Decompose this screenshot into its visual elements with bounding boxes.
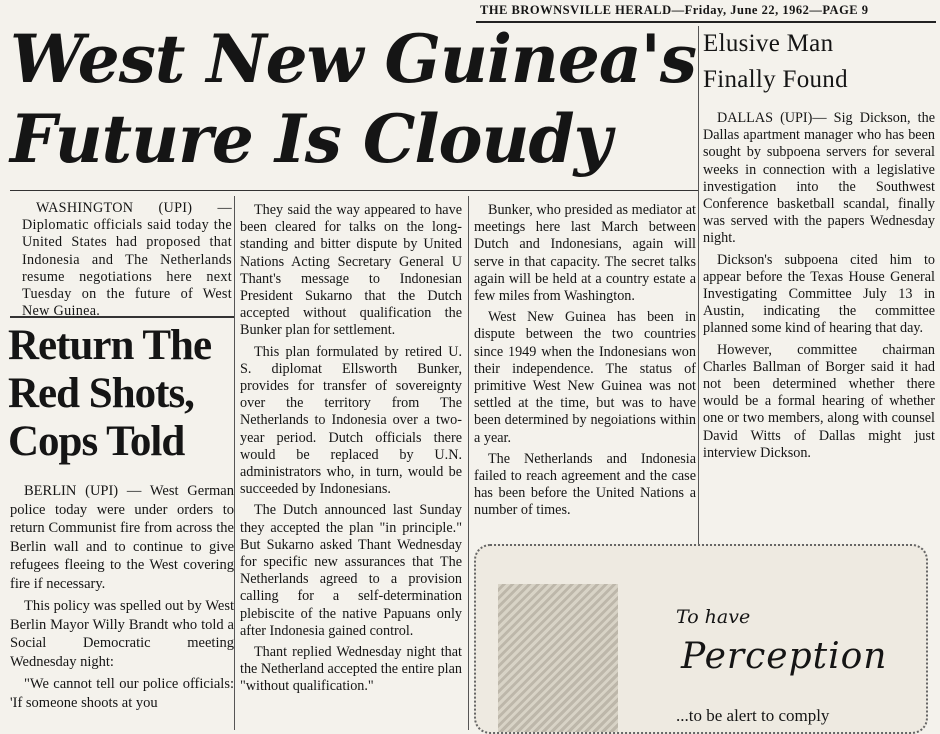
story1-paragraph: Thant replied Wednesday night that the Netherland accepted the entire plan "without qualification." <box>240 644 462 695</box>
story1-paragraph: WASHINGTON (UPI) — Diplomatic officials said today the United States had proposed that Indonesia and The Netherlands resume negotiations here next Tuesday on the future of West New Guinea. <box>22 200 232 320</box>
story2-headline-line-1: Return The <box>8 322 212 369</box>
story2-paragraph: This policy was spelled out by West Berlin Mayor Willy Brandt who told a Social Democratic meeting Wednesday night: <box>10 598 234 670</box>
story1-paragraph: The Netherlands and Indonesia failed to reach agreement and the case has been before the United Nations a number of times. <box>474 450 696 519</box>
story2-headline-line-3: Cops Told <box>8 418 185 465</box>
story3-paragraph: DALLAS (UPI)— Sig Dickson, the Dallas apartment manager who has been sought by subpoena servers for several weeks in connection with a legislative investigation into the Southwest Conference basketball scandal, finally was served with the papers Wednesday night. <box>703 110 935 247</box>
story3-headline-line-2: Finally Found <box>703 66 848 93</box>
story2-paragraph: BERLIN (UPI) — West German police today were under orders to return Communist fire from across the Berlin wall and to continue to give refugees fleeing to the West covering fire if necessary. <box>10 483 234 592</box>
story3-headline-line-1: Elusive Man <box>703 30 834 57</box>
story3-paragraph: However, committee chairman Charles Ballman of Borger said it had not been determined whether there would be a formal hearing of whether one or two members, along with counsel David Witts of Dallas might just interview Dickson. <box>703 341 935 461</box>
story-red-shots <box>8 320 234 716</box>
story1-column-2 <box>240 202 462 700</box>
ad-line-1: To have <box>676 606 751 628</box>
ad-photo <box>498 584 618 734</box>
story1-paragraph: Bunker, who presided as mediator at meetings here last March between Dutch and Indonesians, again will serve in that capacity. The secret talks again will be held at a country estate a few miles from Washington. <box>474 202 696 305</box>
masthead: THE BROWNSVILLE HERALD—Friday, June 22, 1962—PAGE 9 <box>480 3 869 17</box>
headline-line-2: Future Is Cloudy <box>10 100 612 178</box>
ad-line-2: Perception <box>681 636 888 677</box>
story3-paragraph: Dickson's subpoena cited him to appear before the Texas House General Investigating Committee July 13 in Austin, indicating the committee planned some kind of hearing that day. <box>703 251 935 337</box>
column-divider-1 <box>234 196 235 730</box>
headline-line-1: West New Guinea's <box>10 20 696 98</box>
ad-line-3: ...to be alert to comply <box>676 706 830 725</box>
story-divider <box>10 316 234 318</box>
story1-paragraph: West New Guinea has been in dispute between the two countries since 1949 when the Indonesians won their independence. The status of primitive West New Guinea was not settled at the time, but was to have been determined by negoiations within a year. <box>474 309 696 446</box>
story-elusive-man <box>703 26 935 466</box>
story3-body <box>703 110 935 462</box>
story1-paragraph: The Dutch announced last Sunday they accepted the plan "in principle." But Sukarno asked Thant Wednesday for specific new assurances that The Netherlands agreed to a provision calling for a self-determination plebiscite of the native Papuans only after Indonesia gained control. <box>240 502 462 639</box>
story2-paragraph: "We cannot tell our police officials: 'If someone shoots at you <box>10 676 234 711</box>
story2-headline-line-2: Red Shots, <box>8 370 194 417</box>
advertisement <box>474 544 928 734</box>
column-divider-right <box>698 26 699 544</box>
column-divider-2 <box>468 196 469 730</box>
story1-column-1 <box>22 200 232 324</box>
headline-rule <box>10 190 698 191</box>
story1-paragraph: They said the way appeared to have been cleared for talks on the long-standing and bitter dispute by United Nations Acting Secretary General U Thant's message to Indonesian President Sukarno that the Dutch accepted without qualification the Bunker plan for settlement. <box>240 202 462 339</box>
story1-paragraph: This plan formulated by retired U. S. diplomat Ellsworth Bunker, provides for transfer of sovereignty over the territory from The Netherlands to Indonesia over a two-year period. Dutch officials there would be replaced by U.N. administrators who, in turn, would be succeeded by Indonesians. <box>240 343 462 498</box>
story2-body <box>8 482 234 712</box>
story1-column-3 <box>474 202 696 524</box>
